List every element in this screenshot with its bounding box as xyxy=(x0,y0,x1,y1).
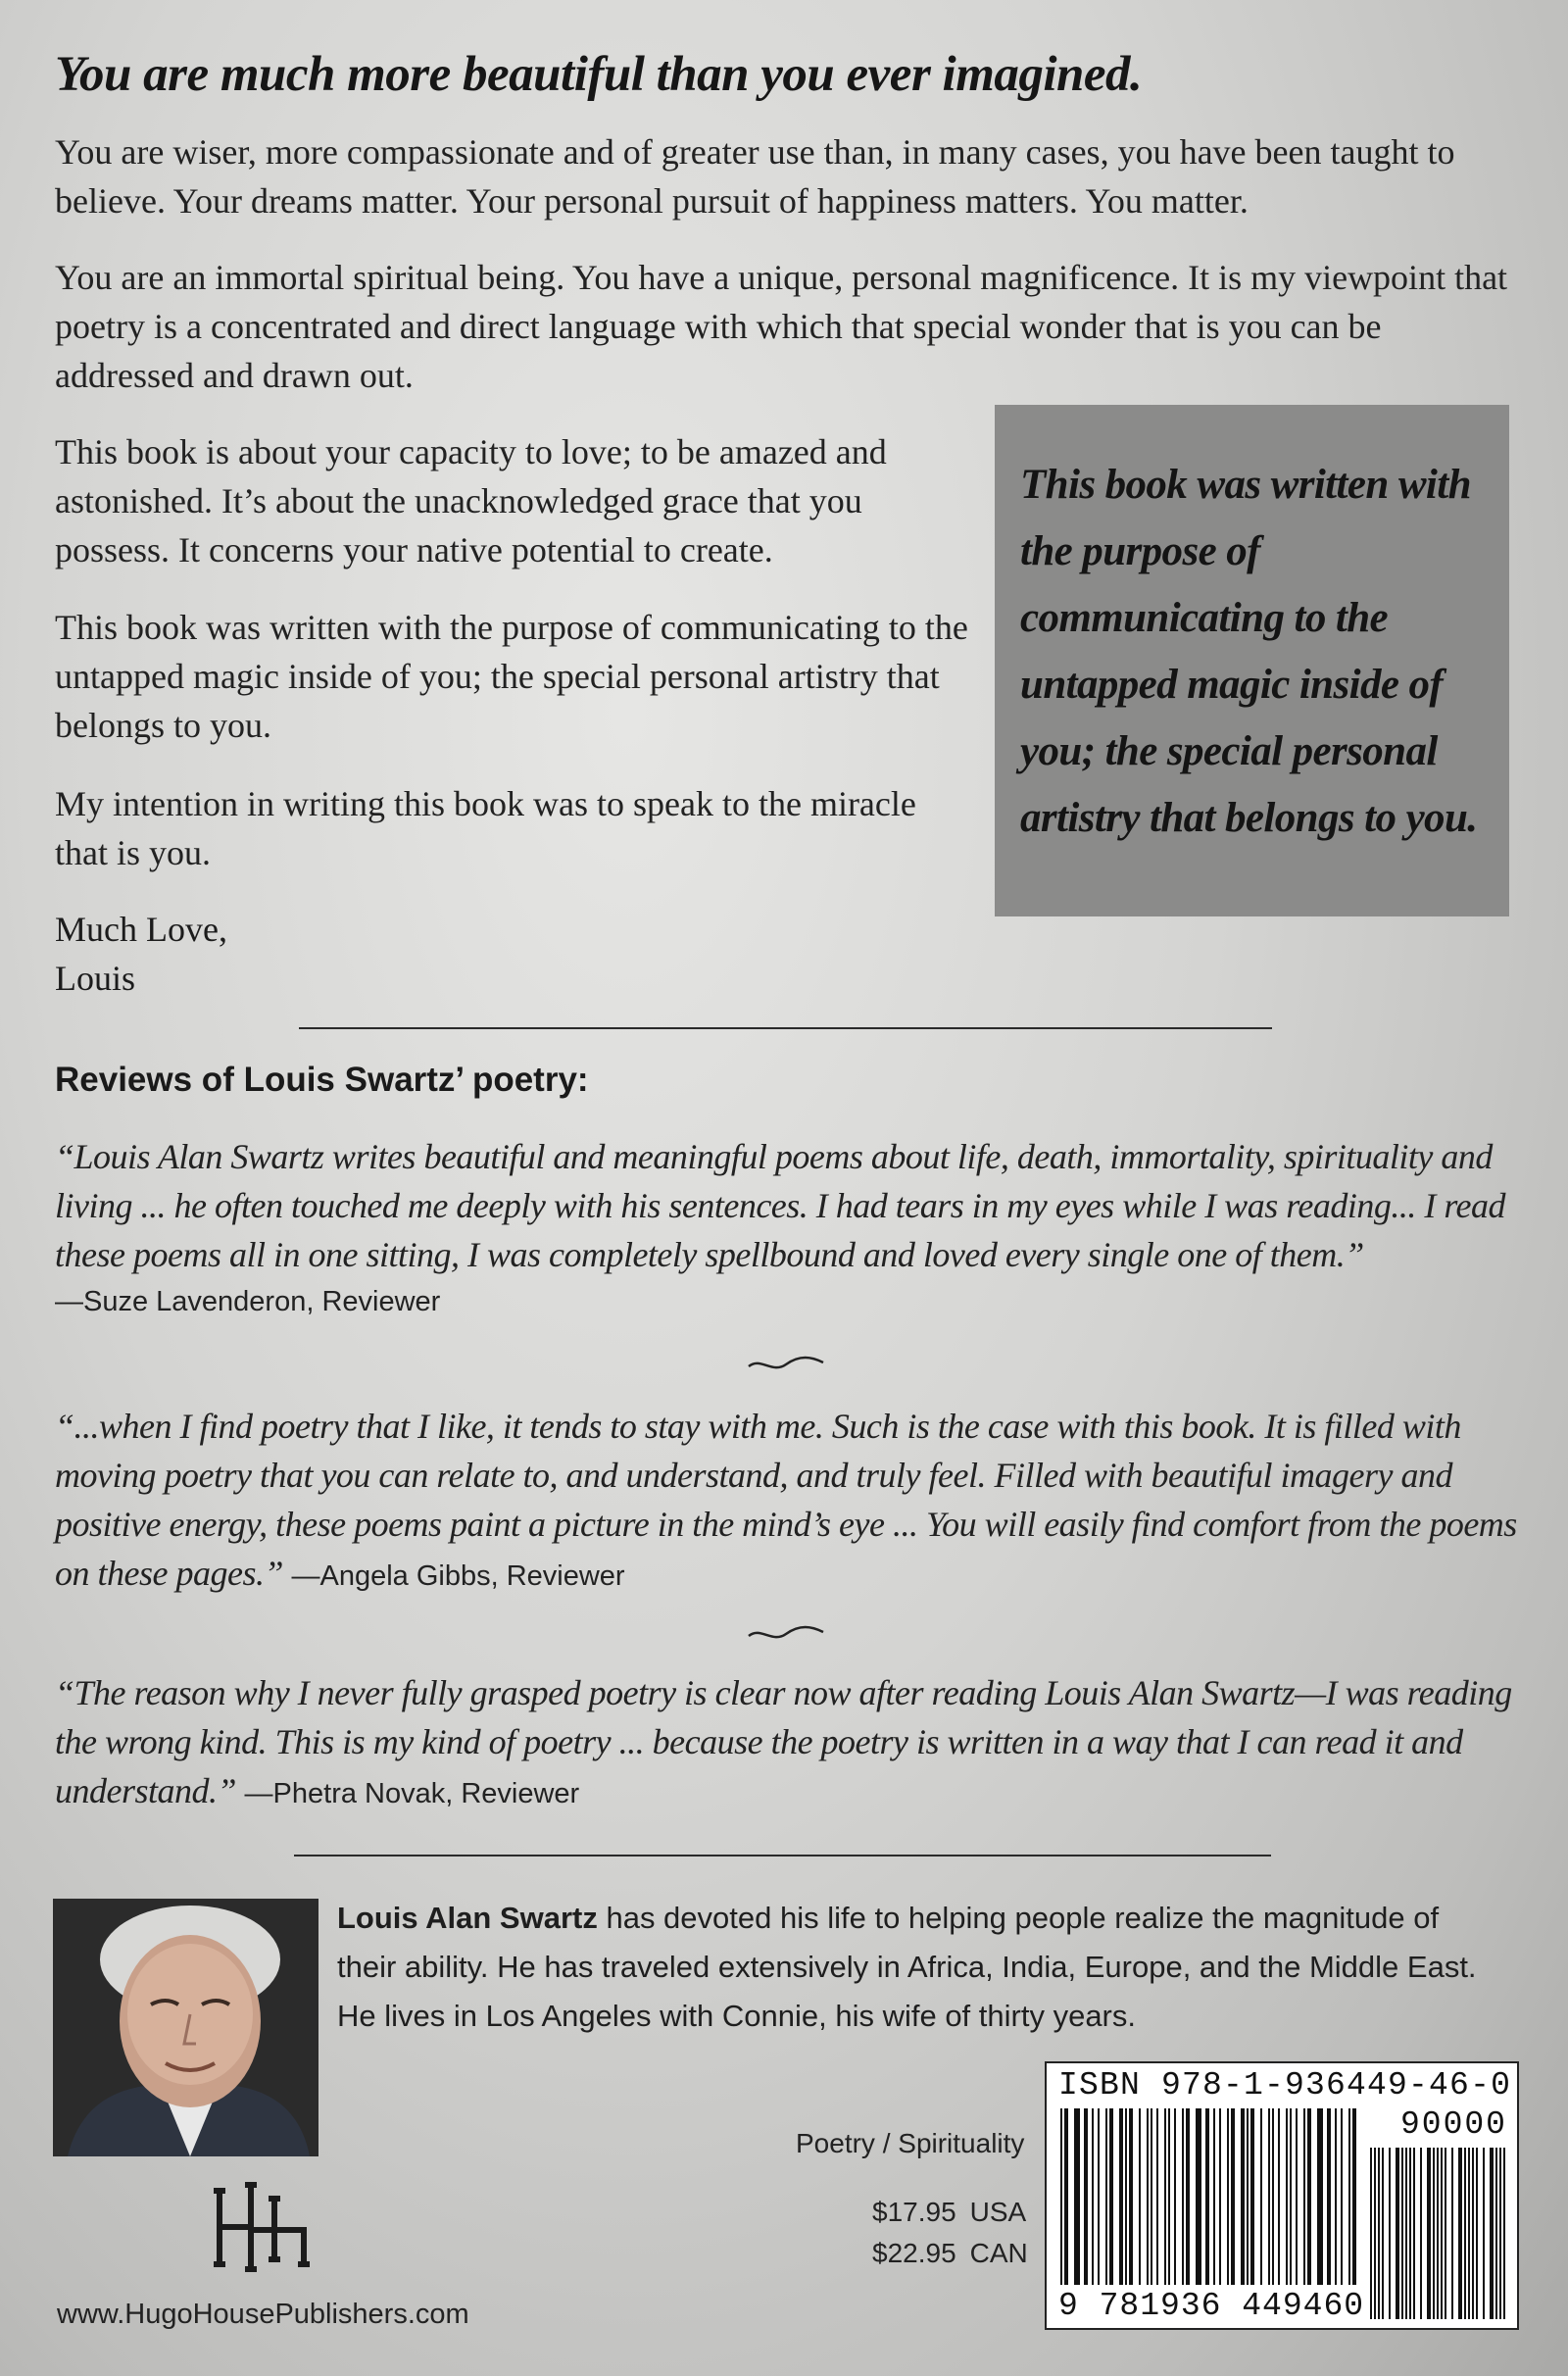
review-2-text: “...when I find poetry that I like, it tends to stay with me. Such is the case with this book. It is filled with moving poetry that you can relate to, and understand, and truly feel. Filled with beautiful imagery and positive energy, these poems paint a picture in the mind’s eye ... You will easily find comfort from the poems on these pages.” xyxy=(55,1407,1517,1593)
review-2-attribution: —Angela Gibbs, Reviewer xyxy=(291,1560,625,1592)
price-can xyxy=(872,2238,1028,2269)
publisher-logo-icon xyxy=(206,2181,314,2274)
review-1 xyxy=(55,1132,1525,1279)
headline: You are much more beautiful than you ever imagined. xyxy=(55,47,1143,102)
signoff xyxy=(55,905,227,1003)
divider-bottom xyxy=(294,1855,1271,1856)
isbn-label: ISBN 978-1-936449-46-0 xyxy=(1058,2067,1512,2104)
publisher-website: www.HugoHousePublishers.com xyxy=(57,2299,469,2330)
book-category: Poetry / Spirituality xyxy=(796,2128,1025,2158)
signoff-line-2: Louis xyxy=(55,959,136,998)
swash-ornament-icon xyxy=(747,1353,825,1376)
reviews-heading: Reviews of Louis Swartz’ poetry: xyxy=(55,1061,589,1099)
author-photo xyxy=(53,1899,318,2156)
pullquote-box xyxy=(995,405,1509,916)
price-usa xyxy=(872,2197,1026,2228)
intro-paragraph-1: You are wiser, more compassionate and of greater use than, in many cases, you have been taught to believe. Your dreams matter. Your personal pursuit of happiness matters. You matter. xyxy=(55,132,1455,221)
author-portrait-icon xyxy=(53,1899,318,2156)
price-usa-currency: USA xyxy=(969,2197,1027,2227)
review-3-attribution: —Phetra Novak, Reviewer xyxy=(244,1778,580,1809)
signoff-line-1: Much Love, xyxy=(55,910,227,949)
barcode-addon-number: 90000 xyxy=(1399,2106,1507,2143)
review-3-text: “The reason why I never fully grasped poetry is clear now after reading Louis Alan Swartz—I was reading the wrong kind. This is my kind of poetry ... because the poetry is written in a way that I can read it and understand.” xyxy=(55,1673,1512,1810)
price-usa-amount: $17.95 xyxy=(872,2197,956,2227)
intro-paragraph-5: My intention in writing this book was to speak to the miracle that is you. xyxy=(55,784,916,872)
review-3 xyxy=(55,1668,1525,1818)
barcode-number: 9 781936 449460 xyxy=(1058,2288,1365,2324)
pullquote-text: This book was written with the purpose of communicating to the untapped magic inside of you; the special personal artistry that belongs to you. xyxy=(1020,462,1478,841)
intro-paragraph-3: This book is about your capacity to love; to be amazed and astonished. It’s about the unacknowledged grace that you possess. It concerns your native potential to create. xyxy=(55,432,887,569)
author-bio xyxy=(337,1894,1494,2041)
review-1-text: “Louis Alan Swartz writes beautiful and meaningful poems about life, death, immortality, spirituality and living ... he often touched me deeply with his sentences. I had tears in my eyes while I was reading... I read these poems all in one sitting, I was completely spellbound and loved every single one of them.” xyxy=(55,1137,1505,1274)
intro-paragraph-2: You are an immortal spiritual being. You have a unique, personal magnificence. It is my viewpoint that poetry is a concentrated and direct language with which that special wonder that is you can be addressed and drawn out. xyxy=(55,258,1508,395)
swash-ornament-icon xyxy=(747,1622,825,1646)
intro-paragraph-4: This book was written with the purpose of communicating to the untapped magic inside of you; the special personal artistry that belongs to you. xyxy=(55,608,968,745)
author-bio-text: has devoted his life to helping people realize the magnitude of their ability. He has traveled extensively in Africa, India, Europe, and the Middle East. He lives in Los Angeles with Connie, his wife of thirty years. xyxy=(337,1901,1477,2033)
price-can-currency: CAN xyxy=(969,2238,1028,2268)
divider-top xyxy=(299,1027,1272,1029)
review-1-attribution: —Suze Lavenderon, Reviewer xyxy=(55,1286,441,1317)
isbn-barcode xyxy=(1045,2061,1519,2330)
review-2 xyxy=(55,1402,1525,1601)
author-name: Louis Alan Swartz xyxy=(337,1901,598,1935)
price-can-amount: $22.95 xyxy=(872,2238,956,2268)
